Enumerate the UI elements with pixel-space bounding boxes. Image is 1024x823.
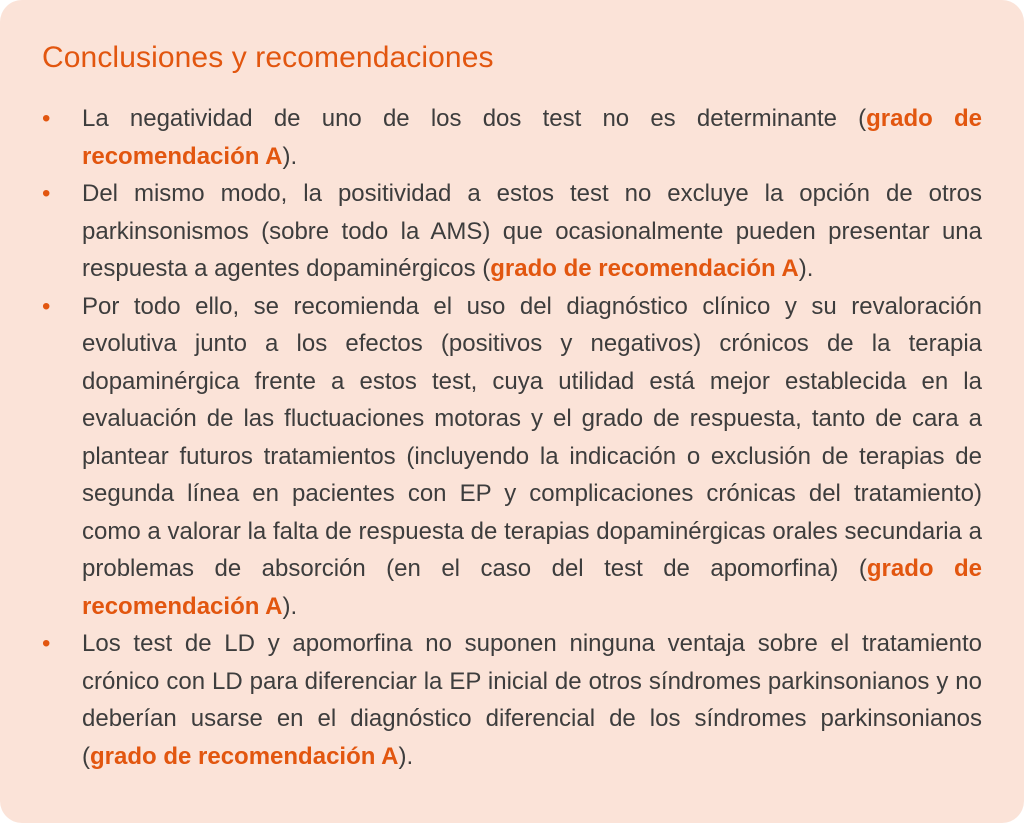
recommendation-grade: grado de recomendación A	[82, 555, 983, 620]
bullet-icon: •	[42, 105, 51, 132]
recommendations-list	[42, 100, 982, 775]
item-tail: ).	[282, 142, 298, 170]
bullet-icon: •	[42, 180, 51, 207]
recommendation-grade: grado de recomendación A	[82, 105, 983, 170]
recommendation-grade: grado de recomendación A	[490, 255, 799, 282]
list-item	[42, 625, 982, 775]
item-text: La negatividad de uno de los dos test no es determinante (	[82, 105, 867, 132]
bullet-icon: •	[42, 292, 51, 320]
list-item	[42, 175, 982, 288]
section-title: Conclusiones y recomendaciones	[42, 41, 494, 74]
item-text: Por todo ello, se recomienda el uso del diagnóstico clínico y su revaloración evolutiva junto a los efectos (positivos y negativos) crónicos de la terapia dopaminérgica frente a estos test, cuya utilidad está mejor establecida en la evaluación de las fluctuaciones motoras y el grado de respuesta, tanto de cara a plantear futuros tratamientos (incluyendo la indicación o exclusión de terapias de segunda línea en pacientes con EP y complicaciones crónicas del tratamiento) como a valorar la falta de respuesta de terapias dopaminérgicas orales secundaria a problemas de absorción (en el caso del test de apomorfina) (	[82, 292, 982, 582]
item-tail: ).	[282, 592, 298, 620]
item-tail: ).	[798, 255, 814, 282]
item-tail: ).	[398, 742, 414, 770]
item-text: Los test de LD y apomorfina no suponen ninguna ventaja sobre el tratamiento crónico con LD para diferenciar la EP inicial de otros síndromes parkinsonianos y no deberían usarse en el diagnóstico diferencial de los síndromes parkinsonianos (	[82, 630, 982, 770]
list-item	[42, 288, 982, 626]
list-item	[42, 100, 982, 175]
item-text: Del mismo modo, la positividad a estos test no excluye la opción de otros parkinsonismos (sobre todo la AMS) que ocasionalmente pueden presentar una respuesta a agentes dopaminérgicos (	[82, 180, 982, 282]
recommendation-grade: grado de recomendación A	[90, 742, 399, 770]
bullet-icon: •	[42, 630, 51, 657]
